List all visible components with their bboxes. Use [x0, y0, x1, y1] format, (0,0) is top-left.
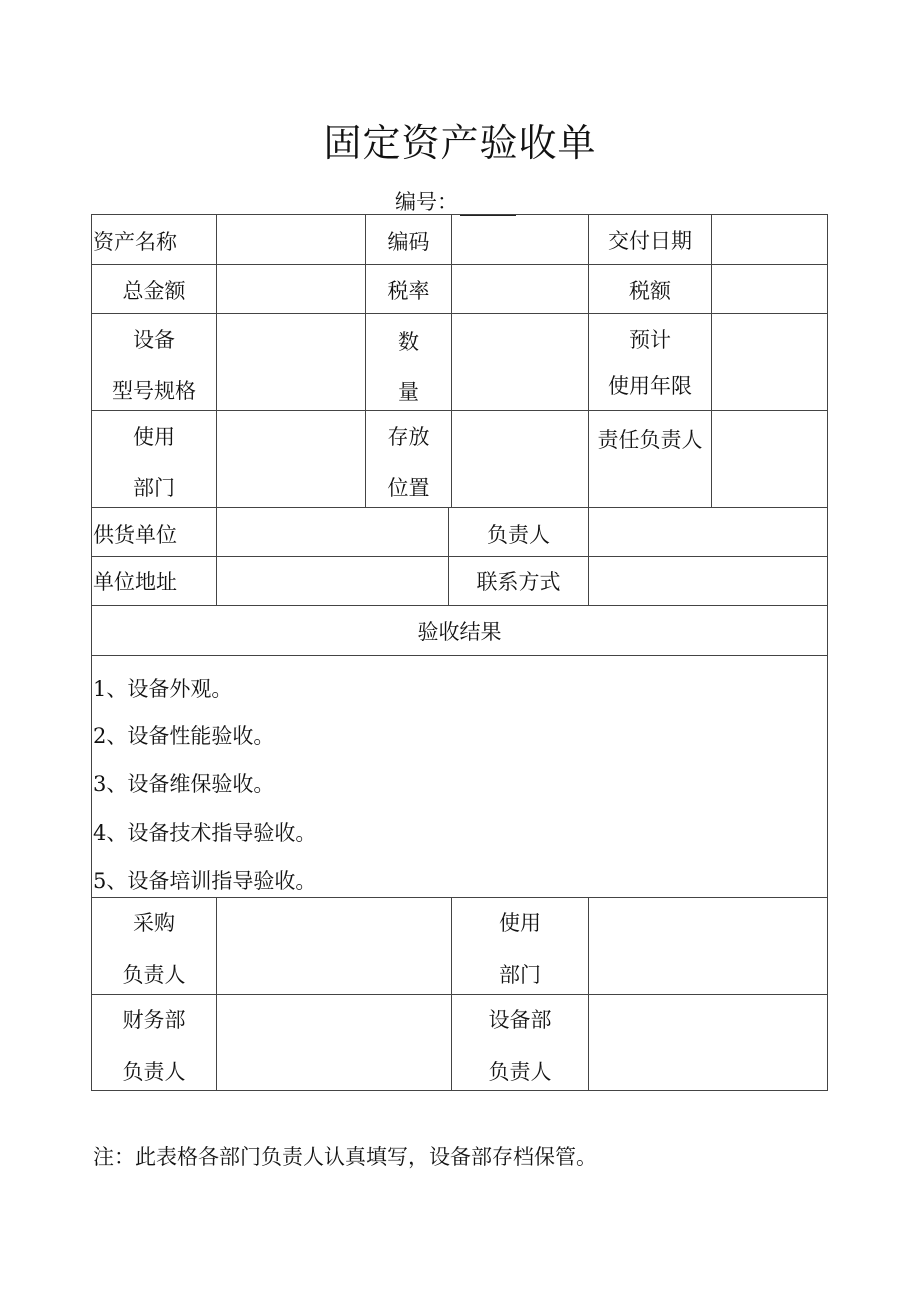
contact-method-field[interactable] [589, 557, 827, 605]
code-label: 编码 [387, 230, 430, 254]
finance-responsible-label [92, 995, 216, 1090]
purchase-label-line1: 采购 [133, 911, 175, 935]
storage-location-line1: 存放 [387, 425, 430, 449]
using-dept-sign-line1: 使用 [499, 911, 541, 935]
code-field[interactable] [452, 215, 588, 264]
row-divider [91, 605, 828, 606]
finance-label-line1: 财务部 [122, 1008, 186, 1032]
service-life-field[interactable] [712, 314, 827, 410]
document-number [395, 186, 516, 216]
responsible-owner-field[interactable] [712, 411, 827, 507]
asset-name-label: 资产名称 [93, 230, 177, 254]
storage-location-field[interactable] [452, 411, 588, 507]
using-dept-signature-field[interactable] [589, 898, 827, 994]
result-item-appearance: 1、设备外观。 [93, 677, 233, 701]
quantity-label-line1: 数 [398, 330, 419, 354]
equipment-label-line1: 设备 [133, 328, 175, 352]
contact-person-label: 负责人 [487, 523, 550, 547]
tax-rate-field[interactable] [452, 265, 588, 313]
result-item-technical-guidance: 4、设备技术指导验收。 [93, 821, 317, 845]
asset-name-field[interactable] [217, 215, 365, 264]
purchase-signature-field[interactable] [217, 898, 451, 994]
equipment-dept-signature-field[interactable] [589, 995, 827, 1090]
responsible-owner-label: 责任负责人 [597, 428, 703, 452]
acceptance-result-header: 验收结果 [417, 620, 502, 644]
result-item-performance: 2、设备性能验收。 [93, 724, 275, 748]
using-department-line1: 使用 [133, 425, 175, 449]
document-number-label: 编号： [395, 190, 458, 214]
using-department-line2: 部门 [133, 476, 175, 500]
tax-rate-label: 税率 [387, 279, 430, 303]
tax-amount-label: 税额 [629, 279, 671, 303]
contact-method-label: 联系方式 [476, 570, 561, 594]
finance-signature-field[interactable] [217, 995, 451, 1090]
storage-location-line2: 位置 [387, 476, 430, 500]
equipment-dept-line1: 设备部 [488, 1008, 552, 1032]
service-life-label [589, 314, 711, 410]
equipment-dept-line2: 负责人 [488, 1060, 552, 1084]
equipment-model-field[interactable] [217, 314, 365, 410]
purchase-label-line2: 负责人 [122, 963, 186, 987]
quantity-label [366, 314, 451, 410]
tax-amount-field[interactable] [712, 265, 827, 313]
purchase-responsible-label [92, 898, 216, 994]
result-item-training-guidance: 5、设备培训指导验收。 [93, 869, 317, 893]
using-department-label [92, 411, 216, 507]
quantity-label-line2: 量 [398, 380, 419, 404]
table-border-bottom [91, 1090, 828, 1091]
service-life-label-line2: 使用年限 [608, 374, 692, 398]
service-life-label-line1: 预计 [629, 328, 671, 352]
using-dept-sign-label [452, 898, 588, 994]
equipment-dept-label [452, 995, 588, 1090]
finance-label-line2: 负责人 [122, 1060, 186, 1084]
quantity-field[interactable] [452, 314, 588, 410]
total-amount-label: 总金额 [122, 279, 186, 303]
using-dept-sign-line2: 部门 [499, 963, 541, 987]
row-divider [91, 655, 828, 656]
using-department-field[interactable] [217, 411, 365, 507]
result-item-maintenance: 3、设备维保验收。 [93, 772, 275, 796]
equipment-label-line2: 型号规格 [112, 379, 196, 403]
equipment-model-label [92, 314, 216, 410]
total-amount-field[interactable] [217, 265, 365, 313]
document-number-field[interactable] [460, 195, 516, 216]
address-label: 单位地址 [93, 570, 177, 594]
supplier-field[interactable] [217, 508, 448, 556]
storage-location-label [366, 411, 451, 507]
contact-person-field[interactable] [589, 508, 827, 556]
page-title: 固定资产验收单 [323, 121, 597, 165]
table-border-right [827, 214, 828, 1091]
address-field[interactable] [217, 557, 448, 605]
delivery-date-label: 交付日期 [608, 229, 692, 253]
footer-note: 注：此表格各部门负责人认真填写，设备部存档保管。 [93, 1145, 597, 1169]
supplier-label: 供货单位 [93, 523, 177, 547]
delivery-date-field[interactable] [712, 215, 827, 264]
